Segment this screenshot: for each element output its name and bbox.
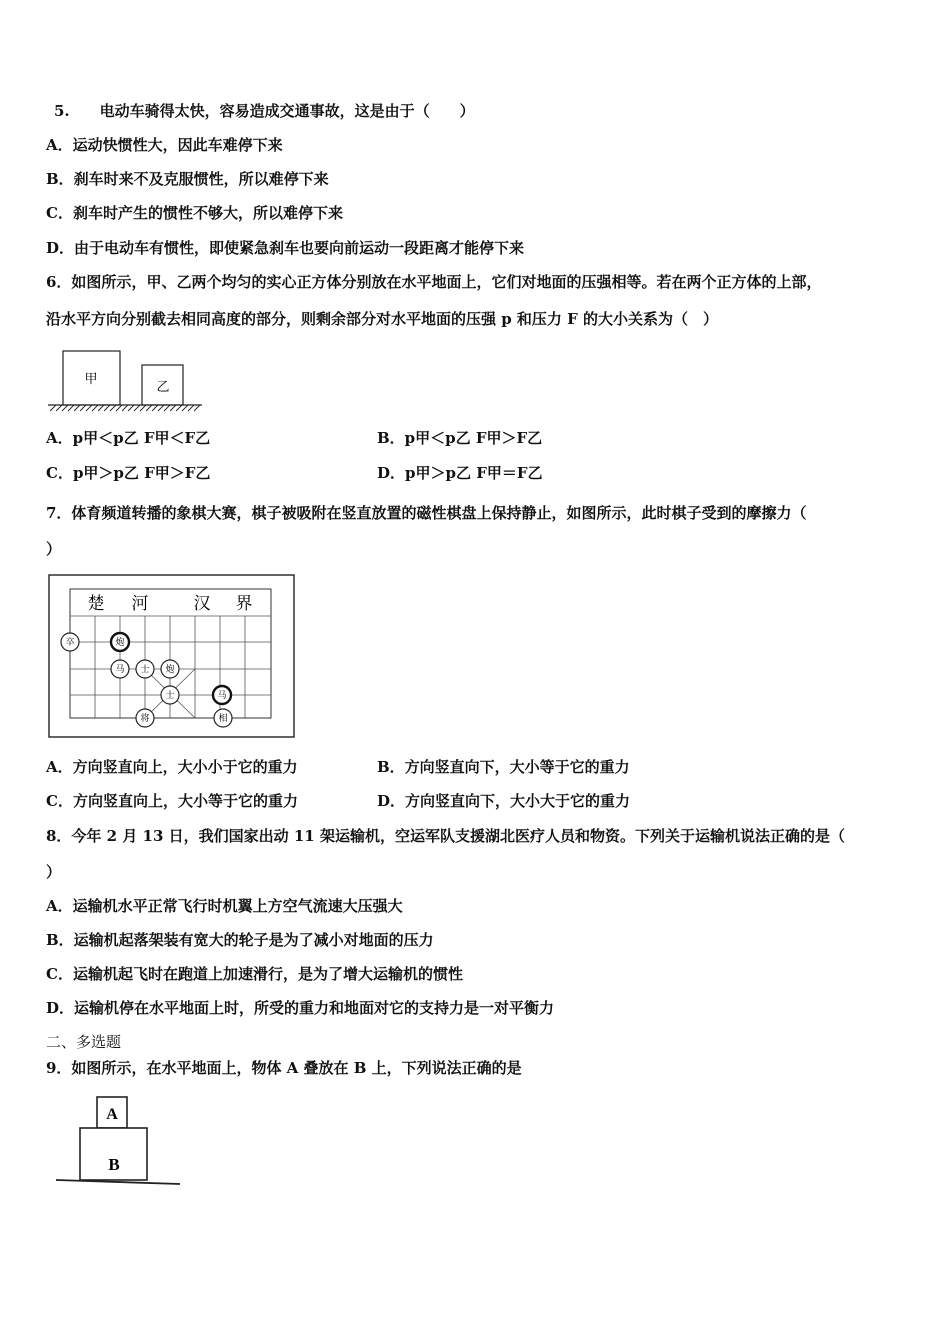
chess-piece: 炮: [115, 638, 125, 648]
q8-option-c[interactable]: C．运输机起飞时在跑道上加速滑行，是为了增大运输机的惯性: [46, 965, 463, 983]
board-text-jie: 界: [235, 594, 253, 614]
chess-piece: 马: [217, 691, 227, 701]
q6-option-d[interactable]: D．p甲＞p乙 F甲＝F乙: [377, 464, 543, 482]
q7-option-b[interactable]: B．方向竖直向下，大小等于它的重力: [377, 758, 630, 776]
q6-cubes-figure: [44, 346, 206, 414]
section-heading: 二、多选题: [46, 1033, 122, 1051]
chess-piece: 卒: [65, 638, 75, 648]
q7-chessboard-figure: [48, 574, 296, 740]
chess-piece: 士: [165, 691, 175, 701]
q7-option-a[interactable]: A．方向竖直向上，大小小于它的重力: [46, 758, 298, 776]
block-a-label: A: [106, 1106, 118, 1123]
q5-option-a[interactable]: A．运动快惯性大，因此车难停下来: [46, 136, 283, 154]
board-text-chu: 楚: [87, 594, 105, 614]
q6-stem-line2: 沿水平方向分别截去相同高度的部分，则剩余部分对水平地面的压强 p 和压力 F 的大小关系为（ ）: [46, 310, 719, 328]
q8-option-d[interactable]: D．运输机停在水平地面上时，所受的重力和地面对它的支持力是一对平衡力: [46, 999, 555, 1017]
q6-option-a[interactable]: A．p甲＜p乙 F甲＜F乙: [46, 429, 211, 447]
block-b-label: B: [108, 1155, 120, 1174]
board-frame: [49, 575, 294, 737]
q8-option-b[interactable]: B．运输机起落架装有宽大的轮子是为了减小对地面的压力: [46, 931, 434, 949]
q9-stem: 9．如图所示，在水平地面上，物体 A 叠放在 B 上，下列说法正确的是: [46, 1059, 522, 1077]
q7-stem-line1: 7．体育频道转播的象棋大赛，棋子被吸附在竖直放置的磁性棋盘上保持静止，如图所示，此时棋子受到的摩擦力（: [46, 504, 807, 522]
q8-option-a[interactable]: A．运输机水平正常飞行时机翼上方空气流速大压强大: [46, 897, 403, 915]
ground-hatch: [50, 405, 200, 411]
board-text-han: 汉: [193, 594, 211, 614]
q5-option-c[interactable]: C．刹车时产生的惯性不够大，所以难停下来: [46, 204, 343, 222]
q5-option-d[interactable]: D．由于电动车有惯性，即使紧急刹车也要向前运动一段距离才能停下来: [46, 239, 525, 257]
chess-piece: 马: [115, 665, 125, 675]
q5-stem: 5. 电动车骑得太快，容易造成交通事故，这是由于（ ）: [54, 102, 475, 120]
q7-stem-line2: ）: [46, 540, 62, 558]
q5-option-b[interactable]: B．刹车时来不及克服惯性，所以难停下来: [46, 170, 329, 188]
q7-option-c[interactable]: C．方向竖直向上，大小等于它的重力: [46, 792, 298, 810]
q7-option-d[interactable]: D．方向竖直向下，大小大于它的重力: [377, 792, 631, 810]
cube-jia-label: 甲: [84, 372, 98, 387]
chess-piece: 将: [140, 714, 150, 724]
chess-piece: 士: [140, 665, 150, 675]
cube-yi-label: 乙: [156, 380, 170, 395]
q8-stem-line2: ）: [46, 863, 62, 881]
board-text-he: 河: [131, 594, 149, 614]
q6-option-b[interactable]: B．p甲＜p乙 F甲＞F乙: [377, 429, 543, 447]
q6-stem-line1: 6．如图所示，甲、乙两个均匀的实心正方体分别放在水平地面上，它们对地面的压强相等。若在两个正方体的上部，: [46, 273, 822, 291]
q6-option-c[interactable]: C．p甲＞p乙 F甲＞F乙: [46, 464, 211, 482]
chess-piece: 相: [218, 714, 228, 724]
chess-piece: 炮: [165, 665, 175, 675]
q8-stem-line1: 8．今年 2 月 13 日，我们国家出动 11 架运输机，空运军队支援湖北医疗人员和物资。下列关于运输机说法正确的是（: [46, 827, 845, 845]
q9-blocks-figure: [50, 1094, 185, 1190]
